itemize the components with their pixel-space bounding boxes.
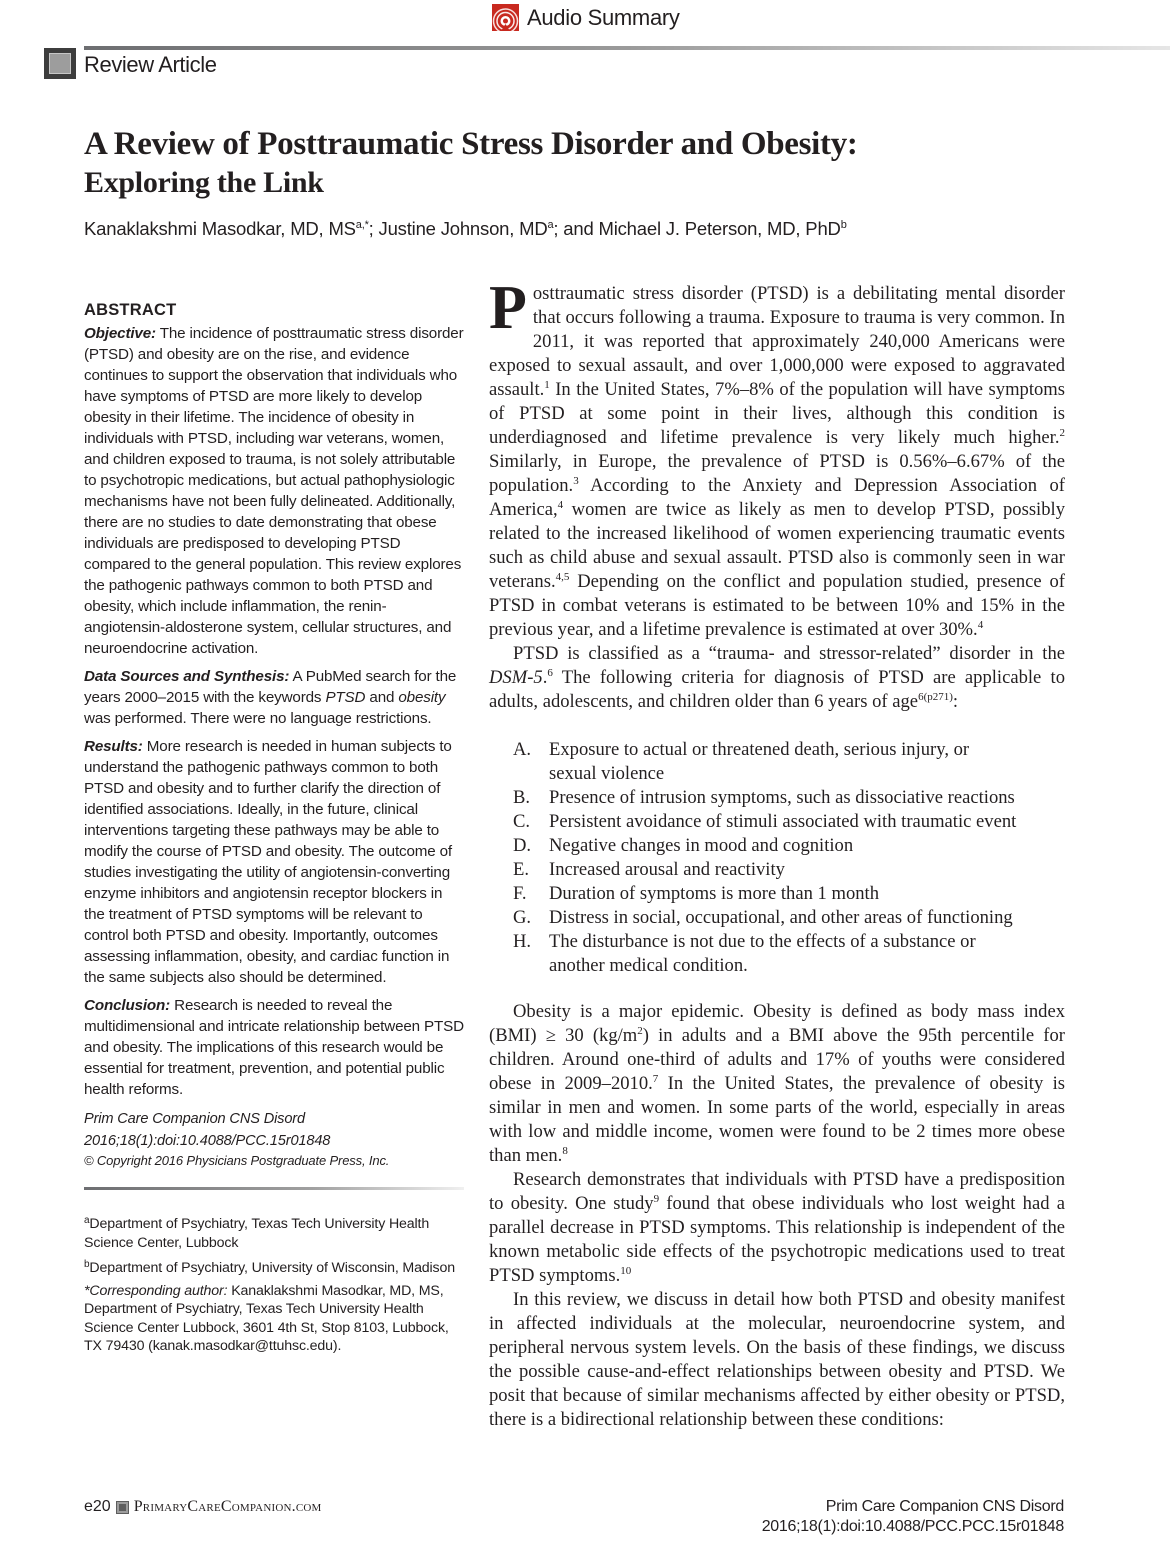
criteria-item	[513, 882, 1065, 906]
reference-citation[interactable]: 4	[977, 619, 984, 631]
footer-citation: Prim Care Companion CNS Disord 2016;18(1):doi:10.4088/PCC.PCC.15r01848	[761, 1498, 1064, 1535]
journal-website-link[interactable]: PrimaryCareCompanion.com	[133, 1498, 322, 1515]
reference-citation[interactable]: 10	[620, 1265, 632, 1277]
reference-citation[interactable]: 4,5	[555, 571, 570, 583]
criteria-text: Presence of intrusion symptoms, such as dissociative reactions	[549, 787, 1015, 808]
criteria-letter: B.	[513, 787, 531, 808]
audio-waves-icon	[492, 4, 519, 31]
criteria-item	[513, 810, 1065, 834]
reference-citation[interactable]: 2	[637, 1025, 643, 1037]
article-type-square-icon	[44, 48, 76, 79]
author-name: Michael J. Peterson, MD, PhD	[598, 218, 841, 239]
criteria-text: Negative changes in mood and cognition	[549, 835, 854, 856]
affiliation: $^a$Department of Psychiatry, Texas Tech University Health Science Center, Lubbock	[84, 1215, 430, 1251]
reference-citation[interactable]: 6(p271)	[918, 691, 953, 703]
article-subtitle: Exploring the Link	[84, 166, 324, 199]
criteria-letter: C.	[513, 811, 531, 832]
drop-cap: P	[489, 274, 527, 342]
footer-left	[84, 1498, 321, 1516]
citation: Prim Care Companion CNS Disord 2016;18(1):doi:10.4088/PCC.15r01848	[84, 1109, 464, 1152]
ptsd-criteria-list	[513, 738, 1065, 978]
copyright: © Copyright 2016 Physicians Postgraduate Press, Inc.	[84, 1153, 390, 1168]
criteria-letter: A.	[513, 739, 532, 760]
criteria-item	[513, 858, 1065, 882]
criteria-text: Persistent avoidance of stimuli associated with traumatic event	[549, 811, 1017, 832]
body-paragraph-intro: Posttraumatic stress disorder (PTSD) is a debilitating mental disorder that occurs following a trauma. Exposure to trauma is very common. In 2011, it was reported that approximately 240,000 Americans were exposed to sexual assault, and over 1,000,000 were exposed to aggravated assault.$^1$ In the United States, 7%–8% of the population will have symptoms of PTSD at some point in their lives, although this condition is underdiagnosed and lifetime prevalence is very likely much higher.$^2$ Similarly, in Europe, the prevalence of PTSD is 0.56%–6.67% of the population.$^3$ According to the Anxiety and Depression Association of America,$^4$ women are twice as likely as men to develop PTSD, possibly related to the increased likelihood of women experiencing traumatic events such as child abuse and sexual assault. PTSD also is commonly seen in war veterans.$^{4,5}$ Depending on the conflict and population studied, presence of PTSD in combat veterans is estimated to be between 10% and 15% in the previous year, and a lifetime prevalence is estimated at over 30%.$^4$	[489, 274, 1065, 640]
abstract-conclusion: Conclusion: Research is needed to reveal the multidimensional and intricate relationship between PTSD and obesity. The implications of this research would be essential for treatment, prevention, and potential public health reforms.	[84, 997, 464, 1098]
audio-summary-label: Audio Summary	[527, 4, 680, 30]
header-rule	[84, 46, 1170, 50]
article-body	[489, 274, 1065, 1432]
reference-citation[interactable]: 9	[653, 1193, 660, 1205]
abstract-objective: Objective: The incidence of posttraumatic stress disorder (PTSD) and obesity are on the rise, and evidence continues to support the observation that individuals who have symptoms of PTSD are more likely to develop obesity in their lifetime. The incidence of obesity in individuals with PTSD, including war veterans, women, and children exposed to trauma, is not solely attributable to psychotropic medications, but actual pathophysiologic mechanisms have not been fully delineated. Additionally, there are no studies to date demonstrating that obese individuals are predisposed to developing PTSD compared to the general population. This review explores the pathogenic pathways common to both PTSD and obesity, which include inflammation, the renin-angiotensin-aldosterone system, cellular structures, and neuroendocrine activation.	[84, 325, 464, 657]
affiliation: $^b$Department of Psychiatry, University of Wisconsin, Madison	[84, 1259, 455, 1276]
criteria-item	[513, 738, 1065, 786]
criteria-letter: D.	[513, 835, 532, 856]
footer-doi: 2016;18(1):doi:10.4088/PCC.PCC.15r01848	[761, 1518, 1064, 1535]
reference-citation[interactable]: 2	[1059, 427, 1065, 439]
abstract-data-sources: Data Sources and Synthesis: A PubMed search for the years 2000–2015 with the keywords PTSD and obesity was performed. There were no language restrictions.	[84, 668, 457, 727]
criteria-item	[513, 930, 1065, 978]
reference-citation[interactable]: 1	[544, 379, 550, 391]
criteria-text: The disturbance is not due to the effects of a substance or another medical condition.	[549, 931, 976, 976]
body-paragraph-obesity: Obesity is a major epidemic. Obesity is defined as body mass index (BMI) ≥ 30 $(kg/m^2)$ in adults and a BMI above the 95th percentile for children. Around one-third of adults and 17% of youths were considered obese in 2009–2010.$^7$ In the United States, the prevalence of obesity is similar in men and women. In some parts of the world, especially in areas with low and middle income, women were found to be 2 times more obese than men.$^8$	[489, 1001, 1065, 1166]
body-paragraph-dsm: PTSD is classified as a “trauma- and stressor-related” disorder in the DSM-5.$^6$ The following criteria for diagnosis of PTSD are applicable to adults, adolescents, and children older than 6 years of age$^{6(p271)}$:	[489, 643, 1065, 712]
corresponding-author: *Corresponding author: Kanaklakshmi Masodkar, MD, MS, Department of Psychiatry, Texas Tech University Health Science Center Lubbock, 3601 4th St, Stop 8103, Lubbock, TX 79430 (kanak.masodkar@ttuhsc.edu).	[84, 1282, 449, 1354]
author-affiliation-marker: a	[547, 219, 554, 231]
criteria-letter: H.	[513, 931, 532, 952]
page-number: e20	[84, 1498, 111, 1515]
criteria-text: Distress in social, occupational, and other areas of functioning	[549, 907, 1013, 928]
reference-citation[interactable]: 4	[557, 499, 564, 511]
abstract-column	[84, 300, 464, 1360]
author-affiliation-marker: b	[840, 219, 847, 231]
abstract-divider	[84, 1187, 464, 1190]
criteria-text: Duration of symptoms is more than 1 month	[549, 883, 880, 904]
reference-citation[interactable]: 6	[547, 667, 553, 679]
audio-summary-link[interactable]	[492, 4, 680, 31]
criteria-letter: E.	[513, 859, 530, 880]
article-title: A Review of Posttraumatic Stress Disorder and Obesity:	[84, 126, 858, 162]
author-name: Justine Johnson, MD	[378, 218, 548, 239]
body-paragraph-review: In this review, we discuss in detail how both PTSD and obesity manifest in affected individuals at the molecular, neuroendocrine system, and peripheral nervous system levels. On the basis of these findings, we discuss the possible cause-and-effect relationships between obesity and PTSD. We posit that because of similar mechanisms affected by either obesity or PTSD, there is a bidirectional relationship between these conditions:	[489, 1289, 1065, 1430]
author-name: Kanaklakshmi Masodkar, MD, MS	[84, 218, 356, 239]
footer-square-icon	[117, 1502, 128, 1513]
criteria-item	[513, 834, 1065, 858]
affiliations	[84, 1212, 464, 1278]
reference-citation[interactable]: 8	[562, 1145, 568, 1157]
reference-citation[interactable]: 3	[573, 475, 579, 487]
criteria-letter: G.	[513, 907, 532, 928]
article-type-label: Review Article	[84, 52, 217, 77]
criteria-item	[513, 906, 1065, 930]
author-list: Kanaklakshmi Masodkar, MD, $MS^{a,*}$; Justine Johnson, $MD^a$; and Michael J. Peterson, MD, PhD$^b$	[84, 218, 847, 239]
reference-citation[interactable]: 7	[652, 1073, 659, 1085]
body-paragraph-research: Research demonstrates that individuals with PTSD have a predisposition to obesity. One study$^9$ found that obese individuals who lost weight had a parallel decrease in PTSD symptoms. This relationship is independent of the known metabolic side effects of the psychotropic medications used to treat PTSD symptoms.$^{10}$	[489, 1169, 1065, 1286]
abstract-results: Results: More research is needed in human subjects to understand the pathogenic pathways common to both PTSD and obesity and to further clarify the direction of identified associations. Ideally, in the future, clinical interventions targeting these pathways may be able to modify the course of PTSD and obesity. The outcome of studies investigating the utility of angiotensin-converting enzyme inhibitors and angiotensin receptor blockers in the treatment of PTSD symptoms will be relevant to control both PTSD and obesity. Importantly, outcomes assessing inflammation, obesity, and cardiac function in the same subjects also should be determined.	[84, 738, 452, 986]
author-affiliation-marker: a,*	[355, 219, 369, 231]
criteria-text: Exposure to actual or threatened death, serious injury, or sexual violence	[549, 739, 970, 784]
citation-doi[interactable]: 2016;18(1):doi:10.4088/PCC.15r01848	[84, 1132, 331, 1149]
criteria-text: Increased arousal and reactivity	[549, 859, 785, 880]
criteria-letter: F.	[513, 883, 527, 904]
abstract-heading: ABSTRACT	[84, 301, 177, 319]
criteria-item	[513, 786, 1065, 810]
